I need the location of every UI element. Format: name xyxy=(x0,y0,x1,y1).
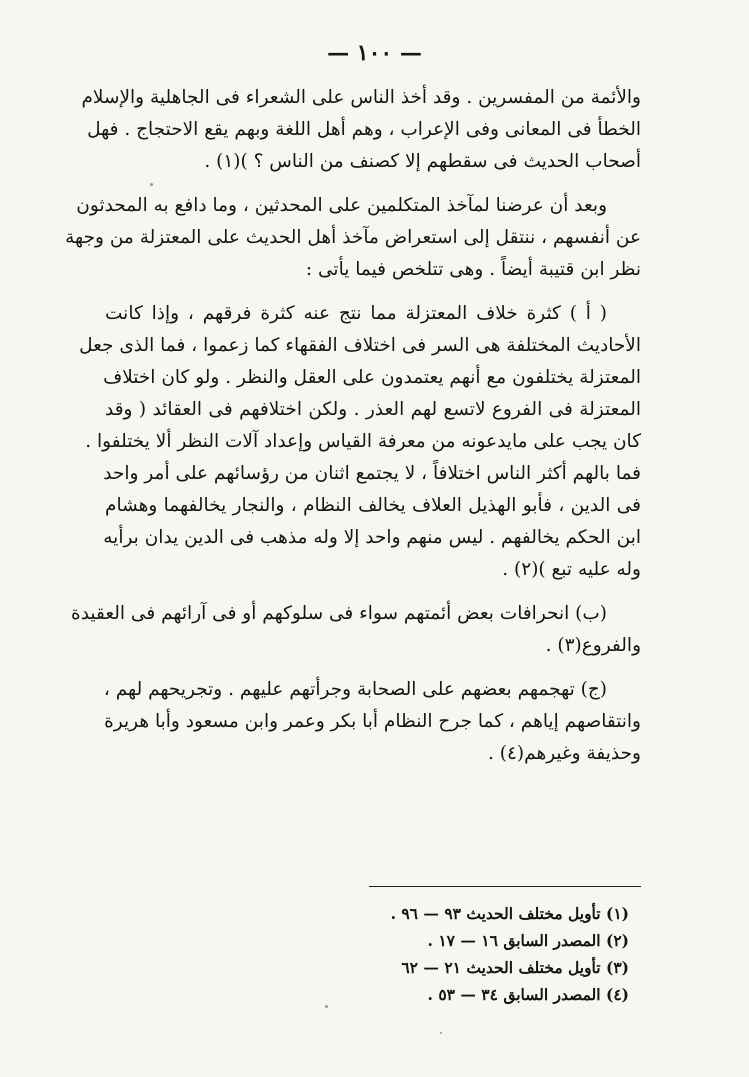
paragraph-gap xyxy=(105,662,641,674)
text-line: المعتزلة يختلفون مع أنهم يعتمدون على العقل والنظر . ولو كان اختلاف xyxy=(103,367,641,388)
body-text xyxy=(65,82,641,770)
paragraph-hadith-critics-conclusion xyxy=(81,82,641,178)
page-number: — ١٠٠ — xyxy=(327,40,422,66)
paragraph-point-a xyxy=(79,298,641,586)
text-line: نظر ابن قتيبة أيضاً . وهى تتلخص فيما يأتى : xyxy=(305,259,641,280)
text-line: فى الدين ، فأبو الهذيل العلاف يخالف النظام ، والنجار يخالفهما وهشام xyxy=(105,495,641,516)
text-line: وبعد أن عرضنا لمآخذ المتكلمين على المحدثين ، وما دافع به المحدثون xyxy=(76,195,607,216)
text-line: كان يجب على مايدعونه من معرفة القياس وإعداد آلات النظر ألا يختلفوا . xyxy=(85,431,641,452)
text-line: والأئمة من المفسرين . وقد أخذ الناس على الشعراء فى الجاهلية والإسلام xyxy=(81,87,641,108)
text-line: وله عليه تبع )(٢) . xyxy=(502,559,641,580)
paragraph-gap xyxy=(105,286,641,298)
text-line: والفروع(٣) . xyxy=(545,635,641,656)
paper-speck xyxy=(150,183,153,186)
footnote-divider xyxy=(369,886,641,887)
text-line: (ب) انحرافات بعض أئمتهم سواء فى سلوكهم أو فى آرائهم فى العقيدة xyxy=(71,603,607,624)
paragraph-point-b xyxy=(71,598,641,662)
paragraph-gap xyxy=(105,178,641,190)
text-line: (ج) تهجمهم بعضهم على الصحابة وجرأتهم عليهم . وتجريحهم لهم ، xyxy=(103,679,607,700)
paper-speck xyxy=(440,1032,442,1034)
text-line: الأحاديث المختلفة هى السر فى اختلاف الفقهاء كما زعموا ، فما الذى جعل xyxy=(79,335,641,356)
paragraph-transition xyxy=(65,190,641,286)
text-line: الخطأ فى المعانى وفى الإعراب ، وهم أهل اللغة وبهم يقع الاحتجاج . فهل xyxy=(87,119,641,140)
text-line: ابن الحكم يخالفهم . ليس منهم واحد إلا وله مذهب فى الدين يدان برأيه xyxy=(103,527,641,548)
text-line: عن أنفسهم ، ننتقل إلى استعراض مآخذ أهل الحديث على المعتزلة من وجهة xyxy=(65,227,641,248)
text-line: وحذيفة وغيرهم(٤) . xyxy=(488,743,641,764)
paragraph-point-c xyxy=(105,674,641,770)
footnotes xyxy=(329,900,629,1008)
paper-speck xyxy=(325,1005,328,1008)
footnote-4: (٤) المصدر السابق ٣٤ — ٥٣ . xyxy=(427,985,629,1004)
text-line: المعتزلة فى الفروع لاتسع لهم العذر . ولكن اختلافهم فى العقائد ( وقد xyxy=(105,399,641,420)
text-line: ( أ ) كثرة خلاف المعتزلة مما نتج عنه كثرة فرقهم ، وإذا كانت xyxy=(105,303,607,324)
text-line: أصحاب الحديث فى سقطهم إلا كصنف من الناس ؟ )(١) . xyxy=(204,151,641,172)
footnote-3: (٣) تأويل مختلف الحديث ٢١ — ٦٢ xyxy=(401,958,629,977)
text-line: فما بالهم أكثر الناس اختلافاً ، لا يجتمع اثنان من رؤسائهم على أمر واحد xyxy=(103,463,641,484)
paragraph-gap xyxy=(105,586,641,598)
footnote-2: (٢) المصدر السابق ١٦ — ١٧ . xyxy=(427,931,629,950)
text-line: وانتقاصهم إياهم ، كما جرح النظام أبا بكر وعمر وابن مسعود وأبا هريرة xyxy=(104,711,641,732)
footnote-1: (١) تأويل مختلف الحديث ٩٣ — ٩٦ . xyxy=(390,904,629,923)
